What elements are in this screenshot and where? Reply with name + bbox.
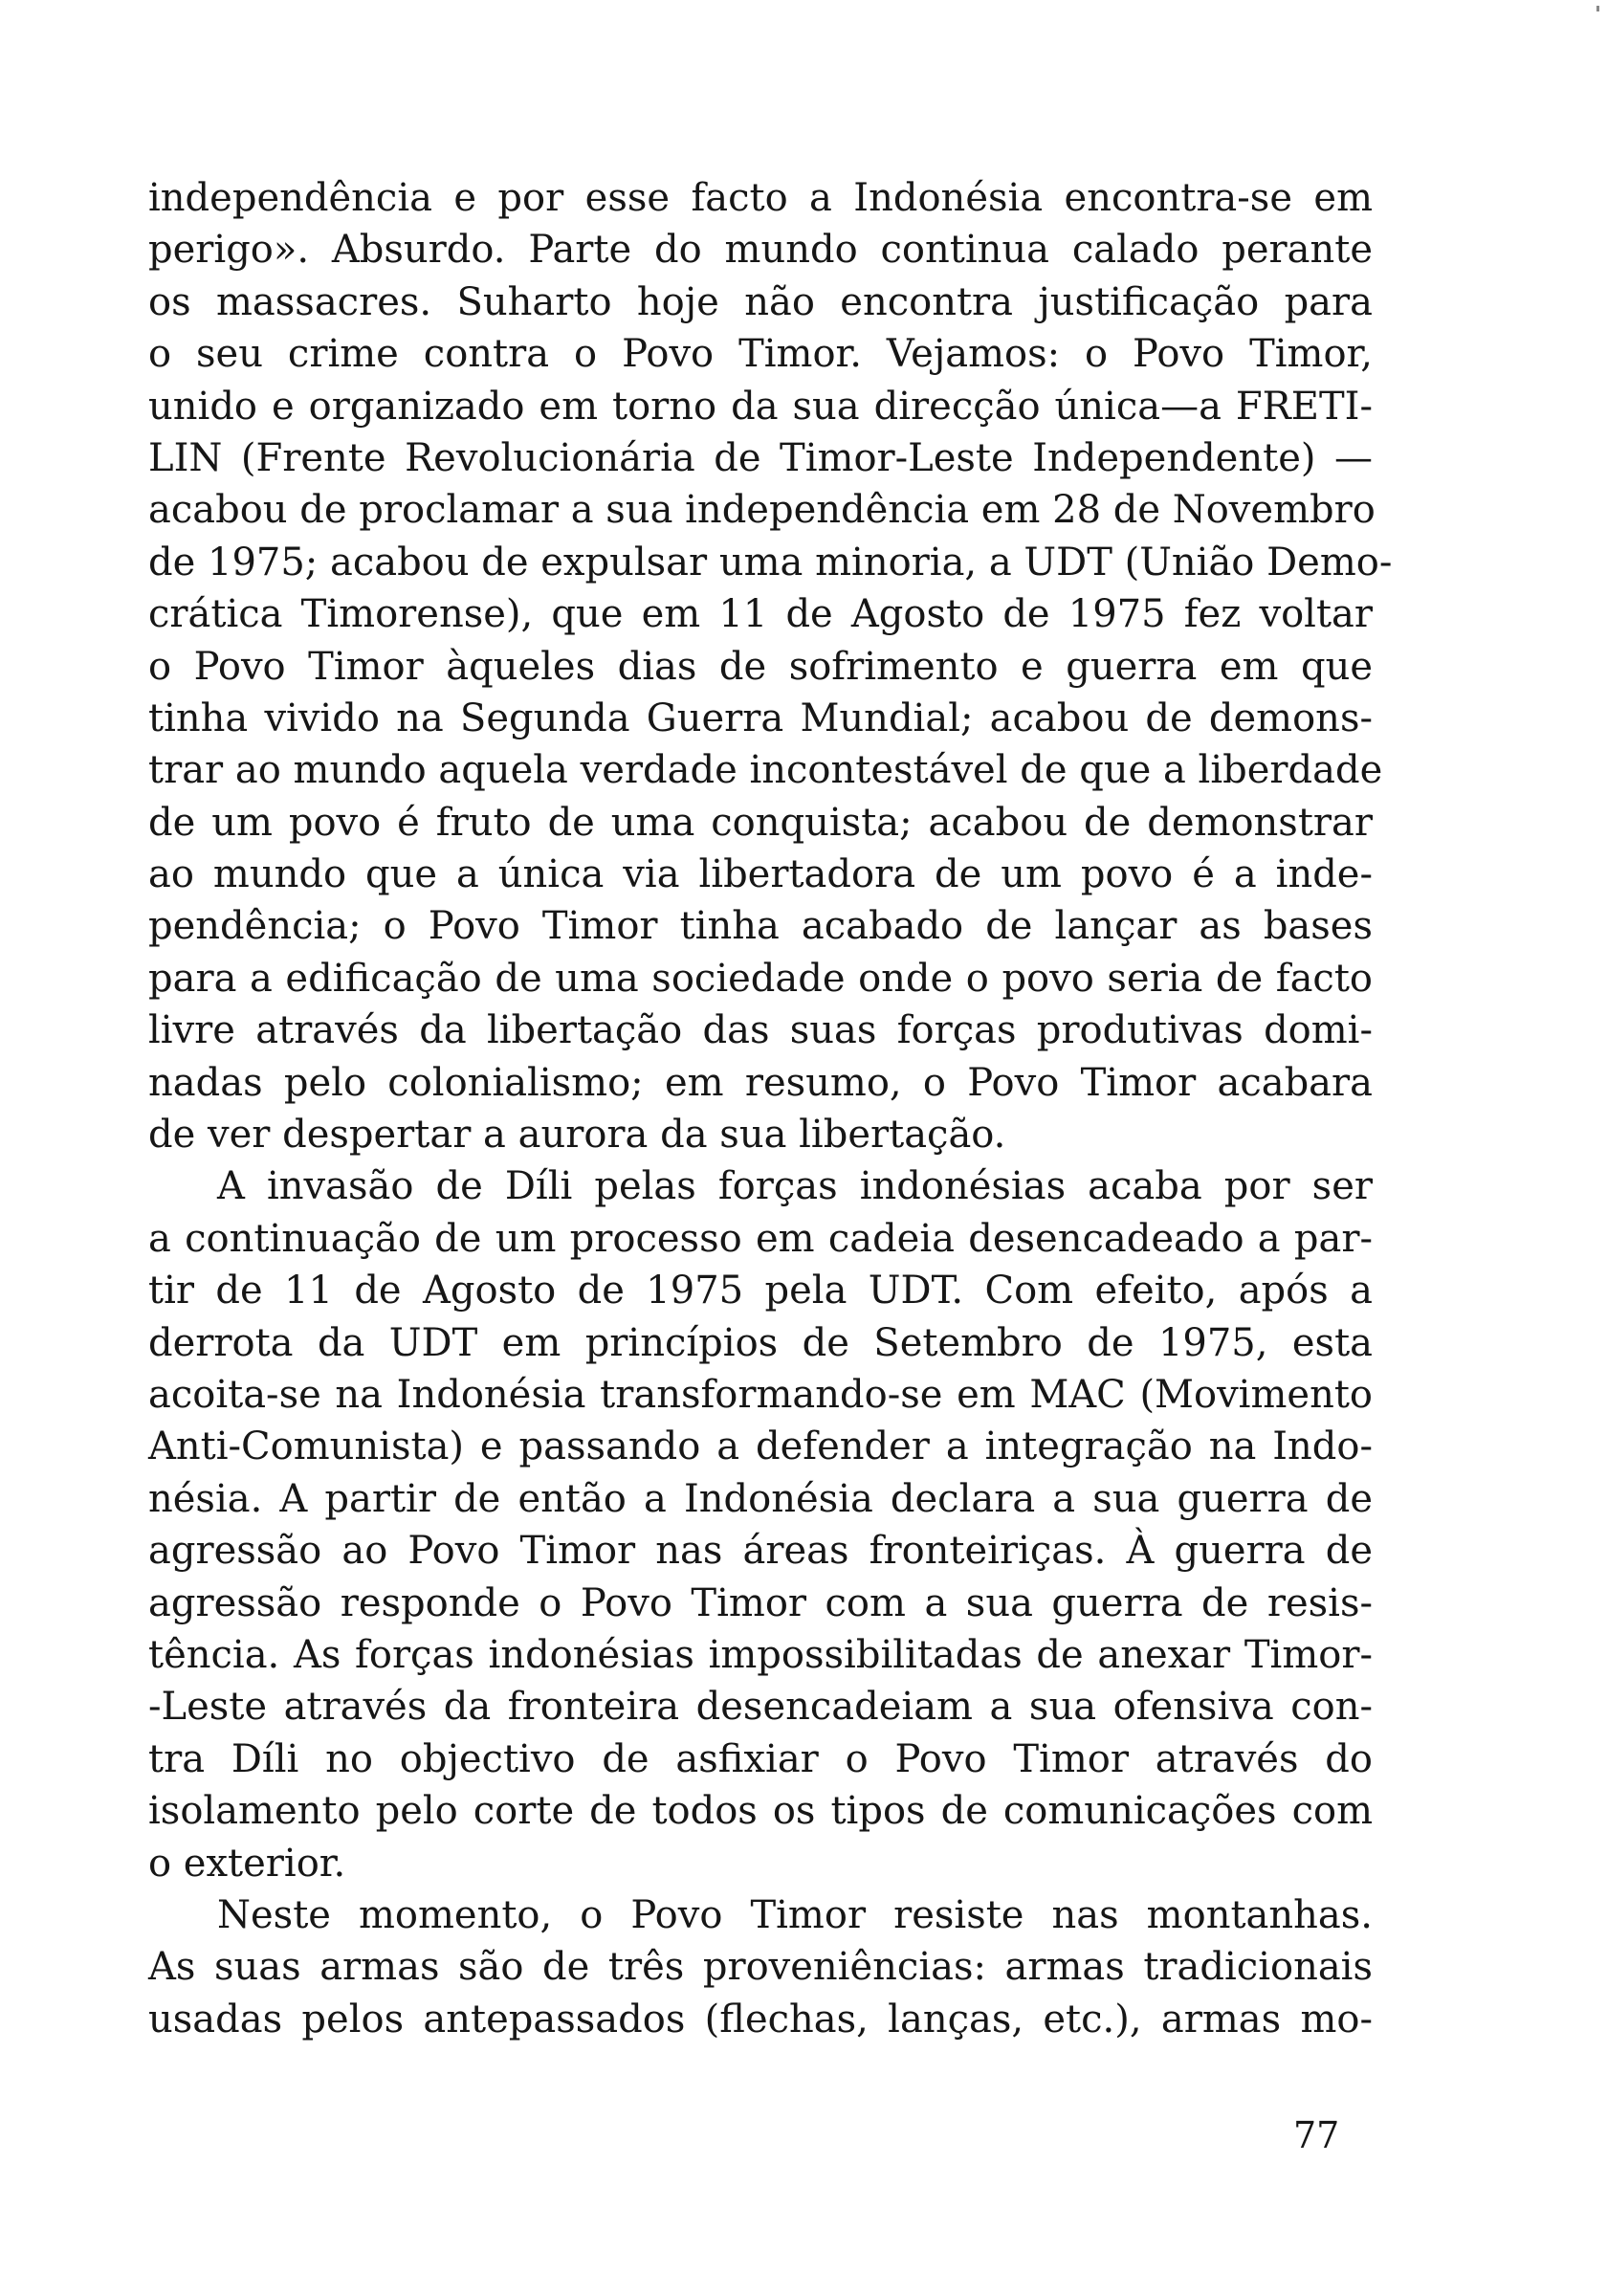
text-line: acoita-se na Indonésia transformando-se em MAC (Movimento [148,1372,1373,1417]
text-line: de ver despertar a aurora da sua libertação. [148,1113,1006,1158]
text-line: tir de 11 de Agosto de 1975 pela UDT. Com efeito, após a [148,1269,1373,1314]
paragraph [148,1160,1373,1888]
text-line: tência. As forças indonésias impossibilitadas de anexar Timor- [148,1632,1373,1677]
text-line: crática Timorense), que em 11 de Agosto de 1975 fez voltar [148,592,1373,637]
text-line: agressão ao Povo Timor nas áreas fronteiriças. À guerra de [148,1529,1373,1574]
text-line: de um povo é fruto de uma conquista; acabou de demonstrar [148,800,1373,845]
text-line: nadas pelo colonialismo; em resumo, o Povo Timor acabara [148,1060,1373,1105]
text-line: trar ao mundo aquela verdade incontestável de que a liberdade [148,748,1383,793]
text-line: LIN (Frente Revolucionária de Timor-Leste Independente) — [148,435,1373,480]
text-line: para a edificação de uma sociedade onde o povo seria de facto [148,956,1373,1001]
text-line: Neste momento, o Povo Timor resiste nas montanhas. [217,1892,1373,1937]
scan-artifact [1596,6,1599,11]
text-line: usadas pelos antepassados (flechas, lanças, etc.), armas mo- [148,1997,1373,2042]
text-line: o exterior. [148,1841,346,1886]
text-line: tra Díli no objectivo de asfixiar o Povo Timor através do [148,1736,1373,1781]
text-line: -Leste através da fronteira desencadeiam a sua ofensiva con- [148,1685,1373,1730]
paragraph [148,1889,1373,2045]
text-line: os massacres. Suharto hoje não encontra justificação para [148,279,1373,324]
text-line: independência e por esse facto a Indonésia encontra-se em [148,176,1373,220]
text-line: ao mundo que a única via libertadora de um povo é a inde- [148,852,1373,897]
page-number: 77 [1293,2114,1340,2156]
text-line: livre através da libertação das suas forças produtivas domi- [148,1008,1373,1053]
paragraph [148,172,1393,1160]
text-line: agressão responde o Povo Timor com a sua guerra de resis- [148,1580,1373,1625]
text-line: derrota da UDT em princípios de Setembro de 1975, esta [148,1320,1373,1365]
body-text [148,172,1393,2045]
text-line: Anti-Comunista) e passando a defender a integração na Indo- [148,1424,1373,1469]
text-line: pendência; o Povo Timor tinha acabado de lançar as bases [148,904,1373,949]
text-line: o seu crime contra o Povo Timor. Vejamos: o Povo Timor, [148,332,1373,377]
text-line: o Povo Timor àqueles dias de sofrimento e guerra em que [148,644,1373,689]
text-line: As suas armas são de três proveniências: armas tradicionais [148,1945,1373,1990]
text-line: tinha vivido na Segunda Guerra Mundial; acabou de demons- [148,695,1373,740]
text-line: A invasão de Díli pelas forças indonésias acaba por ser [217,1164,1373,1209]
text-line: unido e organizado em torno da sua direcção única—a FRETI- [148,384,1373,429]
text-line: nésia. A partir de então a Indonésia declara a sua guerra de [148,1476,1373,1521]
text-line: de 1975; acabou de expulsar uma minoria, a UDT (União Demo- [148,540,1393,585]
text-line: a continuação de um processo em cadeia desencadeado a par- [148,1216,1373,1261]
text-line: isolamento pelo corte de todos os tipos de comunicações com [148,1789,1373,1834]
text-line: perigo». Absurdo. Parte do mundo continua calado perante [148,228,1373,273]
text-line: acabou de proclamar a sua independência em 28 de Novembro [148,488,1376,533]
